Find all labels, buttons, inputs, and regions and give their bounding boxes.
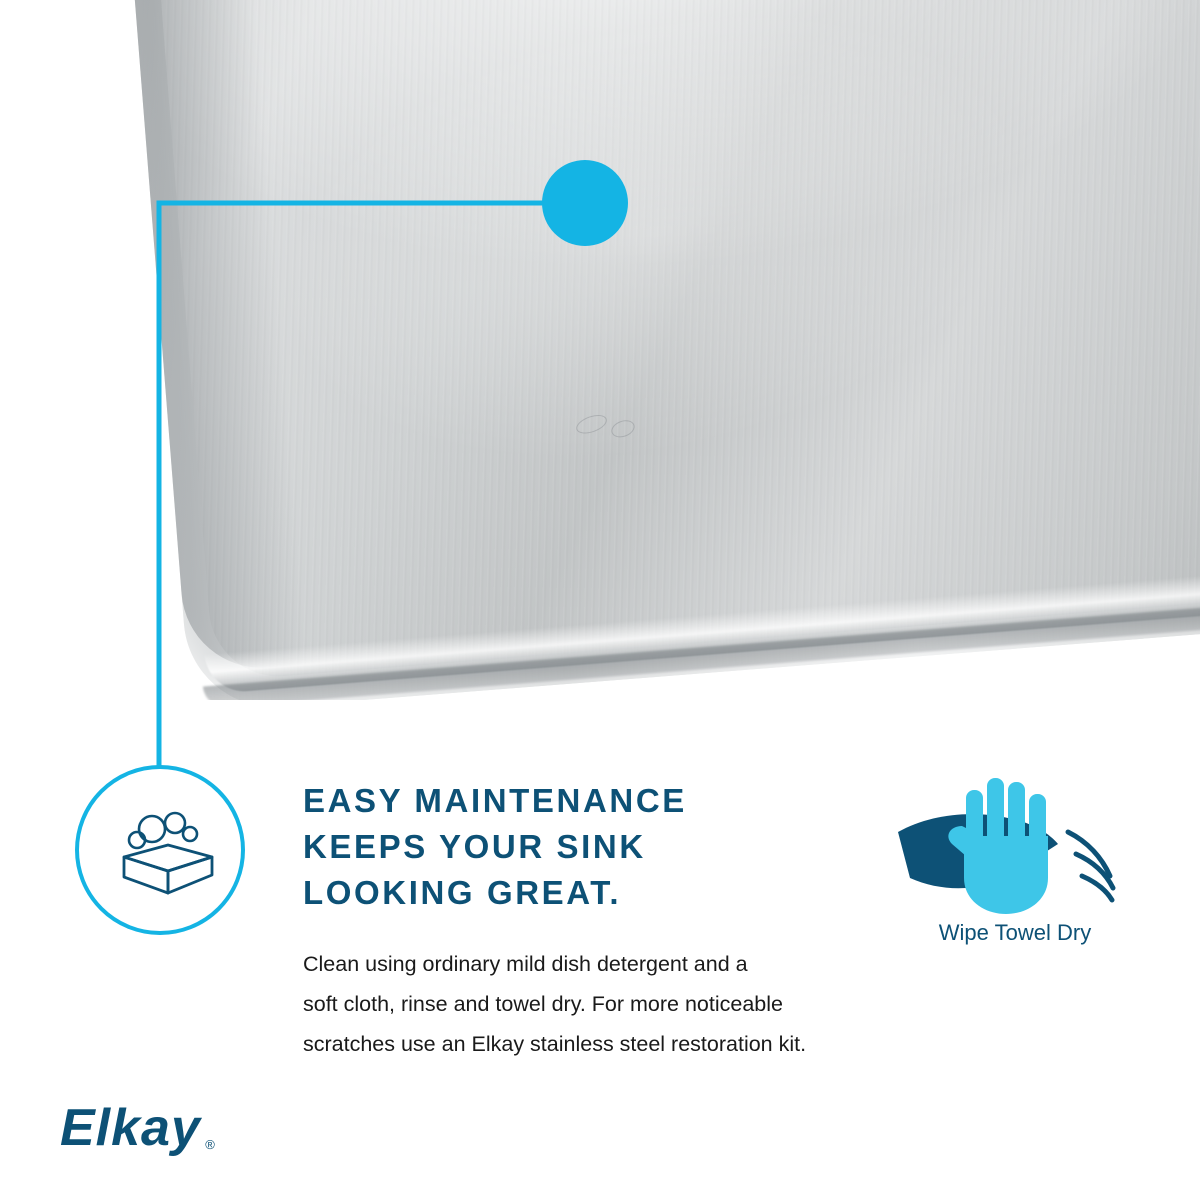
elkay-logo-text: Elkay (60, 1099, 201, 1157)
body-copy (303, 944, 903, 1064)
body-line-3: scratches use an Elkay stainless steel restoration kit. (303, 1032, 807, 1056)
elkay-logo (60, 1098, 320, 1157)
headline-line-3: LOOKING GREAT. (303, 874, 622, 911)
body-line-2: soft cloth, rinse and towel dry. For more noticeable (303, 992, 783, 1016)
body-line-1: Clean using ordinary mild dish detergent and a (303, 952, 748, 976)
registered-trademark-symbol: ® (205, 1137, 215, 1152)
headline-line-2: KEEPS YOUR SINK (303, 828, 646, 865)
wipe-towel-dry-caption: Wipe Towel Dry (938, 920, 1092, 945)
headline (303, 778, 863, 916)
sponge-suds-icon-badge (75, 765, 245, 935)
headline-line-1: EASY MAINTENANCE (303, 782, 687, 819)
sink-basin (113, 0, 1200, 700)
